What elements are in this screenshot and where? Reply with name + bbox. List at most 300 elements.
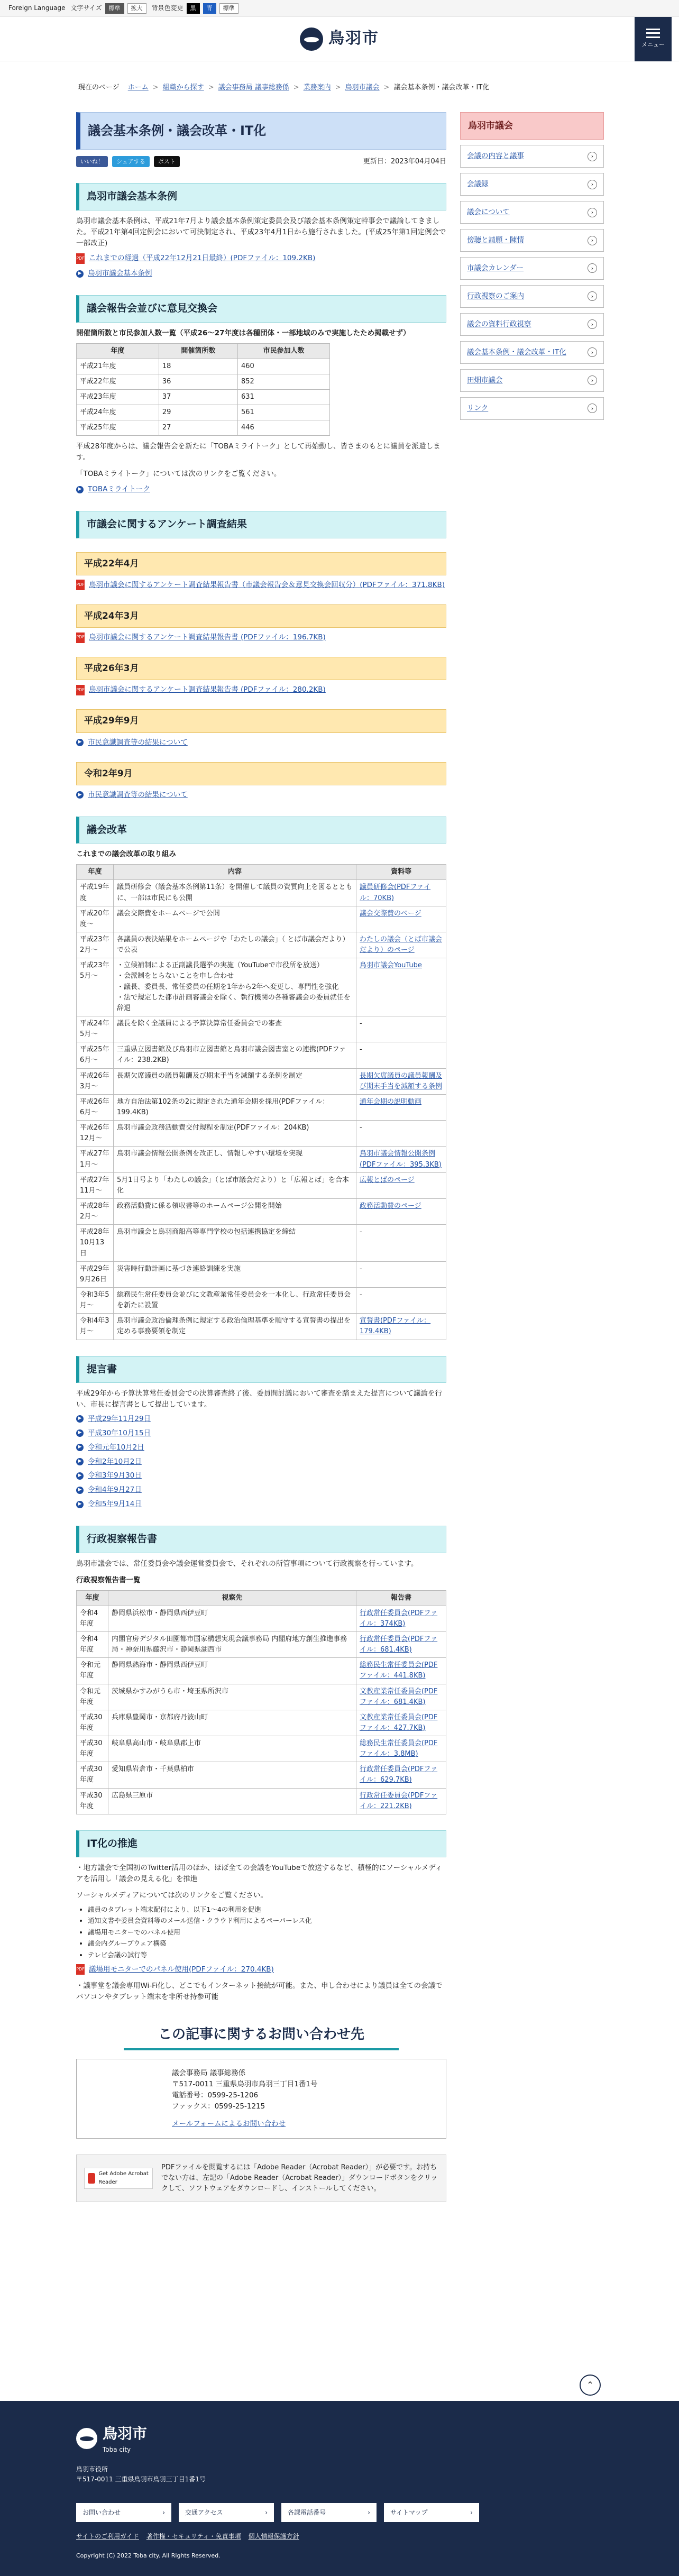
cell-text: 鳥羽市議会と鳥羽商船高等専門学校の包括連携協定を締結 <box>117 1228 296 1236</box>
table-cell <box>114 1287 356 1313</box>
list-item: • 議員のタブレット端末配付により、以下1〜4の利用を促進 <box>88 1904 446 1914</box>
chevron-right-icon: › <box>588 404 597 413</box>
footer-link[interactable]: サイトのご利用ガイド <box>76 2533 139 2541</box>
cell-text: 18 <box>162 362 171 370</box>
cell-text: 兵庫県豊岡市・京都府丹波山町 <box>112 1713 208 1721</box>
footer-address: 〒517-0011 三重県鳥羽市鳥羽三丁目1番1号 <box>76 2475 206 2483</box>
cell-text: 平成21年度 <box>80 362 116 370</box>
paragraph: ・地方議会で全国初のTwitter活用のほか、ほぼ全ての会議をYouTubeで放送するなど、積極的にソーシャルメディアを活用し「議会の見える化」を推進 <box>76 1864 443 1884</box>
arrow-up-icon: ⌃ <box>586 2379 594 2390</box>
table-cell <box>114 1016 356 1042</box>
table-cell <box>114 1042 356 1068</box>
table-cell <box>77 359 159 374</box>
table-row <box>77 1016 446 1042</box>
arrow-icon: ▶ <box>76 1501 84 1508</box>
sidebar-item[interactable] <box>460 257 604 280</box>
paragraph: 「TOBAミライトーク」については次のリンクをご覧ください。 <box>76 470 281 479</box>
cell-text: 令和4年3月〜 <box>80 1317 109 1336</box>
year-heading: 令和2年9月 <box>76 762 446 785</box>
font-size-label: 文字サイズ <box>70 4 102 12</box>
table-row <box>77 1094 446 1120</box>
table-cell <box>356 1042 446 1068</box>
page-top-button[interactable] <box>580 2375 601 2396</box>
adobe-icon <box>88 2173 95 2184</box>
facebook-like-button[interactable]: いいね！ <box>76 156 108 167</box>
table-row <box>77 880 446 906</box>
updated-date: 更新日：2023年04月04日 <box>363 157 446 166</box>
cell-link[interactable]: 鳥羽市議会情報公開条例(PDFファイル：395.3KB) <box>360 1150 442 1169</box>
table-cell <box>238 420 330 436</box>
paragraph: 平成29年から予算決算常任委員会での決算審査終了後、委員間討議において審査を踏まえた提言について議論を行い、市長に提言書として提出しています。 <box>76 1389 442 1409</box>
table-cell <box>77 1225 114 1261</box>
contact-box <box>76 2059 446 2139</box>
footer-button[interactable] <box>179 2503 274 2522</box>
bg-standard-button[interactable]: 標準 <box>219 3 238 14</box>
share-button[interactable]: シェアする <box>112 156 150 167</box>
table-cell <box>356 880 446 906</box>
cell-text: 総務民生常任委員会並びに文教産業常任委員会を一本化し、行政常任委員会を新たに設置 <box>117 1290 351 1310</box>
chevron-right-icon: › <box>368 2508 370 2516</box>
sidebar-item-label: 市議会カレンダー <box>467 264 524 273</box>
cell-text: 鳥羽市議会政務活動費交付規程を制定(PDFファイル：204KB) <box>117 1124 309 1132</box>
column-header: 視察先 <box>108 1590 356 1606</box>
breadcrumb-item[interactable]: 組織から探す <box>162 84 204 91</box>
list-item <box>76 1470 446 1481</box>
mirai-talk-link[interactable]: TOBAミライトーク <box>88 485 150 494</box>
table-cell <box>77 1121 114 1147</box>
chevron-right-icon: › <box>588 236 597 245</box>
table-cell <box>356 1762 446 1788</box>
section-heading: 鳥羽市議会基本条例 <box>76 183 446 210</box>
reader-text: PDFファイルを閲覧するには「Adobe Reader（Acrobat Reader）」が必要です。お持ちでない方は、左記の「Adobe Reader（Acrobat Reader）」ダウンロードボタンをクリックして、ソフトウェアをダウンロードし、インストールしてください。 <box>161 2163 438 2193</box>
table-cell <box>356 1788 446 1814</box>
section-heading: 市議会に関するアンケート調査結果 <box>76 511 446 538</box>
cell-link[interactable]: 通年会期の説明動画 <box>360 1097 422 1106</box>
pdf-link[interactable]: 議場用モニターでのパネル使用(PDFファイル：270.4KB) <box>89 1965 274 1974</box>
cell-text: 令和4年度 <box>80 1635 98 1654</box>
pdf-icon: PDF <box>76 685 85 695</box>
cell-link[interactable]: 文教産業常任委員会(PDFファイル：427.7KB) <box>360 1713 438 1732</box>
cell-text: 平成20年度〜 <box>80 909 109 928</box>
table-row <box>77 405 330 420</box>
cell-text: 平成23年度 <box>80 393 116 401</box>
mail-form-link[interactable]: メールフォームによるお問い合わせ <box>172 2119 286 2128</box>
sidebar-item-label: 行政視察のご案内 <box>467 291 524 300</box>
footer-button[interactable] <box>281 2503 377 2522</box>
table-cell <box>77 1172 114 1198</box>
sidebar-item-label: 議会基本条例・議会改革・IT化 <box>467 347 566 356</box>
table-cell <box>159 420 237 436</box>
table-cell <box>356 1314 446 1340</box>
cell-link[interactable]: 総務民生常任委員会(PDFファイル：441.8KB) <box>360 1661 438 1680</box>
menu-button[interactable] <box>635 17 672 61</box>
table-cell <box>238 405 330 420</box>
table-row <box>77 1225 446 1261</box>
main-content <box>76 112 446 2202</box>
page-title: 議会基本条例・議会改革・IT化 <box>76 112 446 150</box>
cell-link[interactable]: 文教産業常任委員会(PDFファイル：681.4KB) <box>360 1687 438 1706</box>
menu-label: メニュー <box>641 41 665 49</box>
column-header: 報告書 <box>356 1590 446 1606</box>
footer-button[interactable] <box>76 2503 171 2522</box>
proposal-link[interactable]: 令和4年9月27日 <box>88 1486 142 1495</box>
cell-text: 静岡県浜松市・静岡県西伊豆町 <box>112 1609 208 1617</box>
breadcrumb-item[interactable]: 業務案内 <box>303 84 331 91</box>
table-row <box>77 1198 446 1224</box>
table-cell <box>356 1198 446 1224</box>
table-cell <box>356 1121 446 1147</box>
sidebar-item[interactable] <box>460 145 604 168</box>
cell-text: - <box>360 1290 362 1299</box>
hamburger-icon <box>646 29 660 38</box>
table-cell <box>108 1736 356 1762</box>
list-item <box>76 1499 446 1510</box>
table-row <box>77 1147 446 1172</box>
column-header: 市民参加人数 <box>238 343 330 359</box>
cell-link[interactable]: 広報とばのページ <box>360 1176 415 1184</box>
table-cell <box>108 1710 356 1736</box>
adobe-reader-button[interactable] <box>84 2168 153 2189</box>
arrow-icon: ▶ <box>76 1429 84 1437</box>
column-header: 資料等 <box>356 865 446 880</box>
table-row <box>77 1314 446 1340</box>
cell-link[interactable]: 政務活動費のページ <box>360 1202 421 1210</box>
table-cell <box>77 1147 114 1172</box>
table-cell <box>77 420 159 436</box>
list-item: • テレビ会議の試行等 <box>88 1950 446 1960</box>
proposal-link[interactable]: 令和3年9月30日 <box>88 1471 142 1480</box>
table-cell <box>114 1198 356 1224</box>
contact-address: 〒517-0011 三重県鳥羽市鳥羽三丁目1番1号 <box>172 2079 318 2088</box>
cell-link[interactable]: 行政常任委員会(PDFファイル：681.4KB) <box>360 1635 438 1654</box>
chevron-right-icon: › <box>588 208 597 217</box>
table-cell <box>77 932 114 958</box>
table-cell <box>77 1314 114 1340</box>
table-cell <box>114 1314 356 1340</box>
table-row <box>77 1172 446 1198</box>
list-item <box>76 1428 446 1439</box>
cell-text: 446 <box>241 424 254 432</box>
arrow-icon: ▶ <box>76 270 84 278</box>
cell-text: 平成24年度 <box>80 408 116 417</box>
x-post-button[interactable]: ポスト <box>154 156 180 167</box>
table-cell <box>77 1042 114 1068</box>
contact-tel: 電話番号：0599-25-1206 <box>172 2091 259 2100</box>
section-heading: 議会改革 <box>76 817 446 844</box>
year-heading: 平成22年4月 <box>76 552 446 575</box>
table-cell <box>108 1762 356 1788</box>
paragraph: ソーシャルメディアについては次のリンクをご覧ください。 <box>76 1891 268 1900</box>
breadcrumb-item[interactable]: ホーム <box>127 84 149 91</box>
arrow-icon: ▶ <box>76 739 84 746</box>
table-cell <box>356 1710 446 1736</box>
cell-text: 5月1日号より「わたしの議会」（とば市議会だより）と「広報とば」を合本化 <box>117 1176 350 1195</box>
cell-text: 平成30年度 <box>80 1765 103 1784</box>
breadcrumb-separator: > <box>208 84 214 91</box>
contact-heading: この記事に関するお問い合わせ先 <box>124 2024 399 2050</box>
arrow-icon: ▶ <box>76 1487 84 1494</box>
survey-link[interactable]: 市民意識調査等の結果について <box>88 738 188 747</box>
table-cell <box>114 1121 356 1147</box>
table-row <box>77 1762 446 1788</box>
cell-text: 広島県三原市 <box>112 1791 153 1800</box>
table-cell <box>77 1094 114 1120</box>
chevron-right-icon: › <box>588 319 597 329</box>
cell-text: - <box>360 1264 362 1273</box>
pdf-link[interactable]: 鳥羽市議会に関するアンケート調査結果報告書（市議会報告会＆意見交換会回収分）(PDFファイル：371.8KB) <box>89 580 445 589</box>
table-cell <box>114 1172 356 1198</box>
contact-fax: ファックス：0599-25-1215 <box>172 2102 265 2111</box>
table-cell <box>356 932 446 958</box>
section-heading: 行政視察報告書 <box>76 1526 446 1553</box>
cell-text: - <box>360 1046 362 1054</box>
table-cell <box>114 906 356 932</box>
table-cell <box>159 390 237 405</box>
cell-text: 静岡県熱海市・静岡県西伊豆町 <box>112 1661 208 1670</box>
table-cell <box>77 1736 108 1762</box>
footer-link[interactable]: 個人情報保護方針 <box>248 2533 299 2541</box>
cell-text: 愛知県岩倉市・千葉県柏市 <box>112 1765 195 1774</box>
cell-text: 460 <box>241 362 254 370</box>
cell-text: - <box>360 1228 362 1236</box>
site-footer <box>0 2401 679 2576</box>
foreign-language-link[interactable]: Foreign Language <box>8 4 66 12</box>
sidebar-item[interactable] <box>460 369 604 392</box>
cell-link[interactable]: 議会交際費のページ <box>360 909 421 918</box>
table-row <box>77 1261 446 1287</box>
table-row <box>77 1788 446 1814</box>
cell-text: 36 <box>162 377 171 386</box>
paragraph: ・議事堂を議会専用Wi-Fi化し、どこでもインターネット接続が可能。また、申し合わせにより議員は全ての会議でパソコンやタブレット端末を非所せ持参可能 <box>76 1981 443 2001</box>
pdf-link[interactable]: これまでの経過（平成22年12月21日最終）(PDFファイル：109.2KB) <box>89 254 316 263</box>
cell-text: 岐阜県高山市・岐阜県郡上市 <box>112 1739 201 1748</box>
cell-link[interactable]: 行政常任委員会(PDFファイル：629.7KB) <box>360 1765 438 1784</box>
table-caption: これまでの議会改革の取り組み <box>76 850 176 859</box>
cell-text: 平成23年5月〜 <box>80 961 109 980</box>
font-size-large[interactable]: 拡大 <box>127 3 146 14</box>
cell-text: 長期欠席議員の議員報酬及び期末手当を減額する条例を制定 <box>117 1071 303 1080</box>
font-size-standard[interactable]: 標準 <box>105 3 124 14</box>
cell-text: 29 <box>162 408 171 417</box>
table-row <box>77 1042 446 1068</box>
paragraph: 平成28年度からは、議会報告会を新たに「TOBAミライトーク」として再始動し、皆さまのもとに議員を派遣します。 <box>76 442 441 462</box>
sidebar-item[interactable] <box>460 285 604 308</box>
table-header-row <box>77 1590 446 1606</box>
city-logo-icon <box>76 2428 97 2449</box>
cell-text: 地方自治法第102条の2に規定された通年会期を採用(PDFファイル：199.4KB) <box>117 1097 329 1116</box>
pdf-icon: PDF <box>76 580 85 590</box>
section-heading: 提言書 <box>76 1356 446 1383</box>
city-logo-icon[interactable] <box>300 27 323 51</box>
table-row <box>77 359 330 374</box>
cell-text: 内閣官房デジタル田園都市国家構想実現会議事務局 内閣府地方創生推進事務局・神奈川県藤沢市・静岡県湖西市 <box>112 1635 347 1654</box>
cell-text: 令和元年度 <box>80 1687 101 1706</box>
cell-link[interactable]: 行政常任委員会(PDFファイル：374KB) <box>360 1609 438 1628</box>
cell-text: 議長を除く全議員による予算決算常任委員会での審査 <box>117 1019 282 1028</box>
cell-text: 平成25年度 <box>80 424 116 432</box>
table-row <box>77 1287 446 1313</box>
cell-text: 平成26年3月〜 <box>80 1071 109 1090</box>
ordinance-link[interactable]: 鳥羽市議会基本条例 <box>88 269 152 278</box>
arrow-icon: ▶ <box>76 1415 84 1423</box>
cell-link[interactable]: 鳥羽市議会YouTube <box>360 961 422 970</box>
cell-link[interactable]: 長期欠席議員の議員報酬及び期末手当を減額する条例 <box>360 1071 443 1090</box>
breadcrumb-item[interactable]: 鳥羽市議会 <box>345 84 380 91</box>
sidebar-item[interactable] <box>460 173 604 196</box>
table-cell <box>159 405 237 420</box>
cell-link[interactable]: 宣誓書(PDFファイル：179.4KB) <box>360 1317 431 1336</box>
list-item <box>76 1414 446 1425</box>
table-row <box>77 1068 446 1094</box>
sidebar-item[interactable] <box>460 397 604 420</box>
cell-text: 鳥羽市議会情報公開条例を改正し、情報しやすい環境を実現 <box>117 1150 303 1158</box>
table-cell <box>356 1016 446 1042</box>
sidebar-item-label: 田畑市議会 <box>467 375 503 384</box>
proposal-link[interactable]: 平成29年11月29日 <box>88 1414 151 1423</box>
cell-text: 平成29年9月26日 <box>80 1264 109 1284</box>
sidebar-item[interactable] <box>460 313 604 336</box>
cell-text: 平成25年6月〜 <box>80 1046 109 1065</box>
table-cell <box>77 880 114 906</box>
table-row <box>77 906 446 932</box>
adobe-reader-box <box>76 2155 446 2202</box>
cell-text: 37 <box>162 393 171 401</box>
breadcrumb-separator: > <box>293 84 299 91</box>
breadcrumb <box>78 82 570 93</box>
column-header: 内容 <box>114 865 356 880</box>
arrow-icon: ▶ <box>76 1472 84 1480</box>
proposal-link[interactable]: 平成30年10月15日 <box>88 1428 151 1437</box>
chevron-right-icon: › <box>588 347 597 357</box>
table-caption: 開催箇所数と市民参加人数一覧（平成26〜27年度は各種団体・一部地域のみで実施したため掲載せず） <box>76 328 410 337</box>
sidebar-item[interactable] <box>460 201 604 224</box>
table-cell <box>77 958 114 1016</box>
cell-text: 平成22年度 <box>80 377 116 386</box>
site-title[interactable]: 鳥羽市 <box>328 29 379 48</box>
table-cell <box>77 1788 108 1814</box>
cell-text: 561 <box>241 408 254 417</box>
cell-text: 平成28年2月〜 <box>80 1202 109 1221</box>
sidebar <box>460 112 604 420</box>
list-item: • 議場用モニターでのパネル使用 <box>88 1927 446 1937</box>
sidebar-item[interactable] <box>460 229 604 252</box>
table-cell <box>356 1225 446 1261</box>
list-item <box>76 1456 446 1468</box>
table-row <box>77 1606 446 1631</box>
list-item <box>76 1442 446 1453</box>
table-cell <box>77 1016 114 1042</box>
proposal-link[interactable]: 令和元年10月2日 <box>88 1443 144 1452</box>
list-item: • 議会内グループウェア構築 <box>88 1938 446 1948</box>
table-row <box>77 420 330 436</box>
year-heading: 平成26年3月 <box>76 657 446 680</box>
pdf-icon: PDF <box>76 1964 85 1975</box>
bg-blue-button[interactable]: 青 <box>203 3 216 14</box>
pdf-icon: PDF <box>76 253 85 264</box>
column-header: 開催箇所数 <box>159 343 237 359</box>
table-caption: 行政視察報告書一覧 <box>76 1575 141 1584</box>
table-cell <box>108 1788 356 1814</box>
cell-text: 平成26年12月〜 <box>80 1124 109 1143</box>
column-header: 年度 <box>77 865 114 880</box>
table-cell <box>77 1631 108 1657</box>
proposal-link[interactable]: 令和5年9月14日 <box>88 1500 142 1509</box>
bg-color-label: 背景色変更 <box>151 4 183 12</box>
pdf-link[interactable]: 鳥羽市議会に関するアンケート調査結果報告書 (PDFファイル：196.7KB) <box>89 633 326 642</box>
footer-link[interactable]: 著作権・セキュリティ・免責事項 <box>146 2533 241 2541</box>
paragraph: 鳥羽市議会では、常任委員会や議会運営委員会で、それぞれの所管事項について行政視察を行っています。 <box>76 1559 418 1568</box>
table-cell <box>77 405 159 420</box>
table-header-row <box>77 343 330 359</box>
table-row <box>77 1684 446 1710</box>
breadcrumb-item: 現在のページ <box>78 84 120 91</box>
cell-text: 平成28年10月13日 <box>80 1228 109 1258</box>
table-cell <box>114 1261 356 1287</box>
sidebar-item[interactable] <box>460 341 604 364</box>
proposal-link[interactable]: 令和2年10月2日 <box>88 1457 142 1466</box>
table-row <box>77 374 330 389</box>
sidebar-item-label: 議会の資料行政視察 <box>467 319 531 328</box>
chevron-right-icon: › <box>162 2508 165 2516</box>
bg-black-button[interactable]: 黒 <box>187 3 200 14</box>
list-item <box>76 1484 446 1496</box>
table-cell <box>356 1147 446 1172</box>
table-cell <box>77 1287 114 1313</box>
sidebar-item-label: 会議録 <box>467 180 489 189</box>
table-cell <box>77 906 114 932</box>
cell-text: 平成30年度 <box>80 1791 103 1810</box>
footer-title: 鳥羽市 <box>103 2425 148 2442</box>
paragraph: 鳥羽市議会基本条例は、平成21年7月より議会基本条例策定委員会及び議会基本条例策定幹事会で議論してきました。平成21年第4回定例会において可決制定され、平成23年4月1日から施行されました。(平成25年第1回定例会で一部改正) <box>76 216 446 247</box>
table-cell <box>238 374 330 389</box>
cell-text: 鳥羽市議会政治倫理条例に規定する政治倫理基準を順守する宣誓書の提出を定める事務要領を制定 <box>117 1317 351 1336</box>
cell-text: 令和3年5月〜 <box>80 1290 109 1310</box>
cell-text: 茨城県かすみがうら市・埼玉県所沢市 <box>112 1687 229 1695</box>
reform-table <box>76 864 446 1340</box>
sidebar-item-label: リンク <box>467 404 489 412</box>
table-cell <box>356 1287 446 1313</box>
inspection-table <box>76 1590 446 1814</box>
cell-link[interactable]: 議員研修会(PDFファイル：70KB) <box>360 883 431 902</box>
table-cell <box>356 1094 446 1120</box>
year-heading: 平成24年3月 <box>76 604 446 628</box>
table-header-row <box>77 865 446 880</box>
cell-link[interactable]: 総務民生常任委員会(PDFファイル：3.8MB) <box>360 1739 438 1758</box>
table-cell <box>114 1147 356 1172</box>
sidebar-heading: 鳥羽市議会 <box>460 112 604 140</box>
cell-text: 平成23年2月〜 <box>80 936 109 955</box>
table-cell <box>77 1261 114 1287</box>
cell-link[interactable]: 行政常任委員会(PDFファイル：221.2KB) <box>360 1791 438 1810</box>
copyright: Copyright (C) 2022 Toba city. All Rights Reserved. <box>76 2552 221 2559</box>
survey-link[interactable]: 市民意識調査等の結果について <box>88 791 188 800</box>
arrow-icon: ▶ <box>76 1444 84 1451</box>
cell-text: 平成30年度 <box>80 1713 103 1732</box>
report-meeting-table <box>76 343 330 436</box>
cell-text: 平成19年度 <box>80 883 109 902</box>
proposal-list <box>76 1414 446 1510</box>
breadcrumb-item[interactable]: 議会事務局 議事総務係 <box>218 84 289 91</box>
arrow-icon: ▶ <box>76 791 84 799</box>
cell-link[interactable]: わたしの議会（とば市議会だより）のページ <box>360 936 443 955</box>
table-cell <box>356 1658 446 1684</box>
table-cell <box>356 1172 446 1198</box>
pdf-link[interactable]: 鳥羽市議会に関するアンケート調査結果報告書 (PDFファイル：280.2KB) <box>89 685 326 694</box>
footer-button[interactable] <box>384 2503 479 2522</box>
cell-text: 令和4年度 <box>80 1609 98 1628</box>
table-row <box>77 1658 446 1684</box>
share-row <box>76 156 446 167</box>
